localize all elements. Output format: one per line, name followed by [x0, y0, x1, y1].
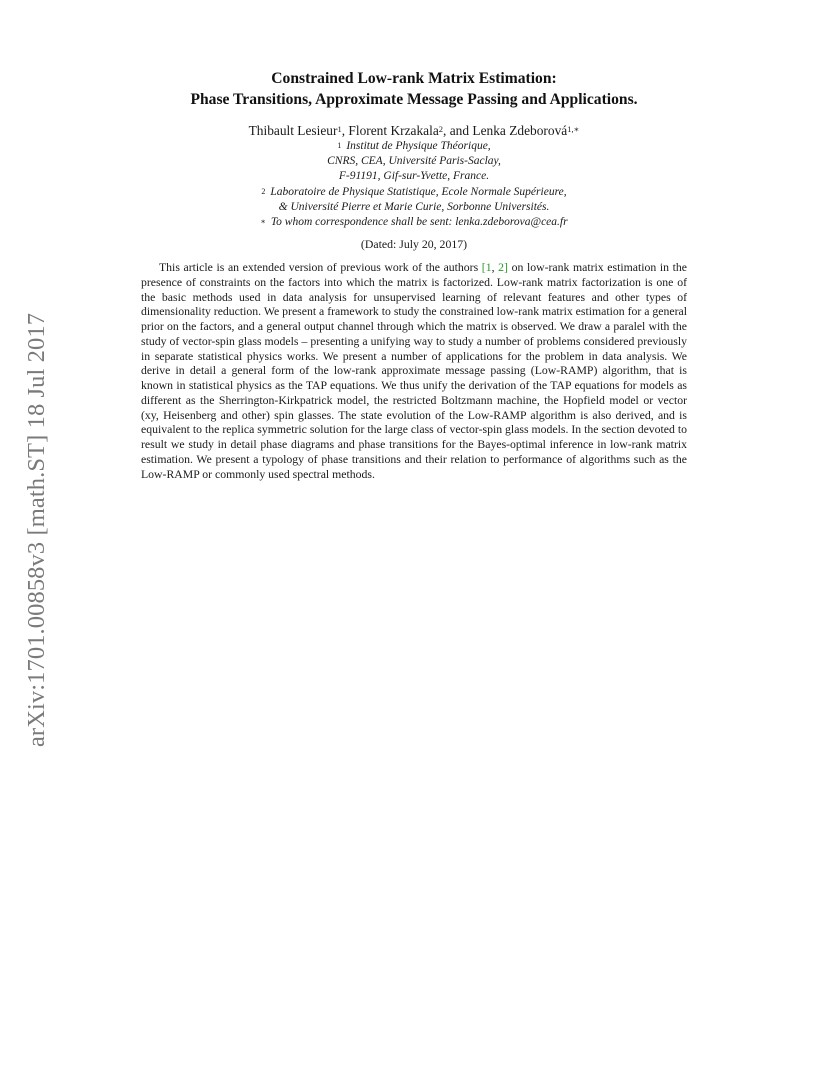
title-line-2: Phase Transitions, Approximate Message Passing and Applications. — [190, 91, 638, 108]
affiliation-text: Institut de Physique Théorique, — [346, 140, 491, 152]
author-affiliation-mark: 1 — [337, 124, 342, 134]
author-name: Lenka Zdeborová — [472, 123, 568, 138]
affiliation-text: & Université Pierre et Marie Curie, Sorbonne Universités. — [278, 200, 550, 213]
affiliation-line — [0, 154, 828, 169]
author-affiliation-mark: 1,∗ — [567, 124, 580, 134]
title-line-1: Constrained Low-rank Matrix Estimation: — [271, 70, 557, 87]
affiliations — [0, 139, 828, 230]
affiliation-mark: 1 — [337, 141, 342, 150]
affiliation-mark: ∗ — [260, 217, 266, 227]
correspondence-text: To whom correspondence shall be sent: lenka.zdeborova@cea.fr — [270, 216, 568, 229]
author-affiliation-mark: 2 — [438, 124, 444, 134]
affiliation-mark: 2 — [261, 186, 266, 196]
affiliation-line — [0, 185, 828, 200]
affiliation-line — [0, 169, 828, 184]
author-separator: , — [341, 123, 349, 138]
citation-link-2[interactable]: 2] — [498, 261, 508, 274]
author-name: Thibault Lesieur — [248, 123, 338, 138]
affiliation-text: Laboratoire de Physique Statistique, Ecole Normale Supérieure, — [270, 185, 567, 198]
author-name: Florent Krzakala — [348, 123, 439, 138]
dated-line: (Dated: July 20, 2017) — [360, 237, 468, 251]
abstract-text-continued: on low-rank matrix estimation in the presence of constraints on the factors into which the matrix is factorized. Low-rank matrix factorization is one of the basic methods used in data analysis for unsupervised learning of relevant features and other types of dimensionality reduction. We present a framework to study the constrained low-rank matrix estimation for a general prior on the factors, and a general output channel through which the matrix is observed. We draw a paralel with the study of vector-spin glass models – presenting a unifying way to study a number of problems considered previously in separate statistical physics works. We present a number of applications for the problem in data analysis. We derive in detail a general form of the low-rank approximate message passing (Low-RAMP) algorithm, that is known in statistical physics as the TAP equations. We thus unify the derivation of the TAP equations for models as different as the Sherrington-Kirkpatrick model, the restricted Boltzmann machine, the Hopfield model or vector (xy, Heisenberg and other) spin glasses. The state evolution of the Low-RAMP algorithm is also derived, and is equivalent to the replica symmetric solution for the large class of vector-spin glass models. In the section devoted to result we study in detail phase diagrams and phase transitions for the Bayes-optimal inference in low-rank matrix estimation. We present a typology of phase transitions and their relation to performance of algorithms such as the Low-RAMP or commonly used spectral methods. — [141, 261, 687, 481]
arxiv-identifier-text: arXiv:1701.00858v3 [math.ST] 18 Jul 2017 — [23, 312, 51, 748]
affiliation-line — [0, 139, 828, 154]
author-separator: , and — [443, 123, 473, 138]
affiliation-line — [0, 215, 828, 230]
paper-title — [0, 68, 828, 110]
affiliation-text: CNRS, CEA, Université Paris-Saclay, — [327, 155, 501, 168]
affiliation-line — [0, 200, 828, 215]
affiliation-text: F-91191, Gif-sur-Yvette, France. — [338, 170, 490, 183]
author-list — [0, 123, 828, 139]
abstract-text: This article is an extended version of previous work of the authors — [159, 261, 482, 274]
citation-separator: , — [491, 261, 499, 274]
abstract — [141, 261, 687, 482]
citation-link-1[interactable]: [1 — [481, 261, 492, 274]
arxiv-identifier-stamp — [17, 285, 57, 775]
